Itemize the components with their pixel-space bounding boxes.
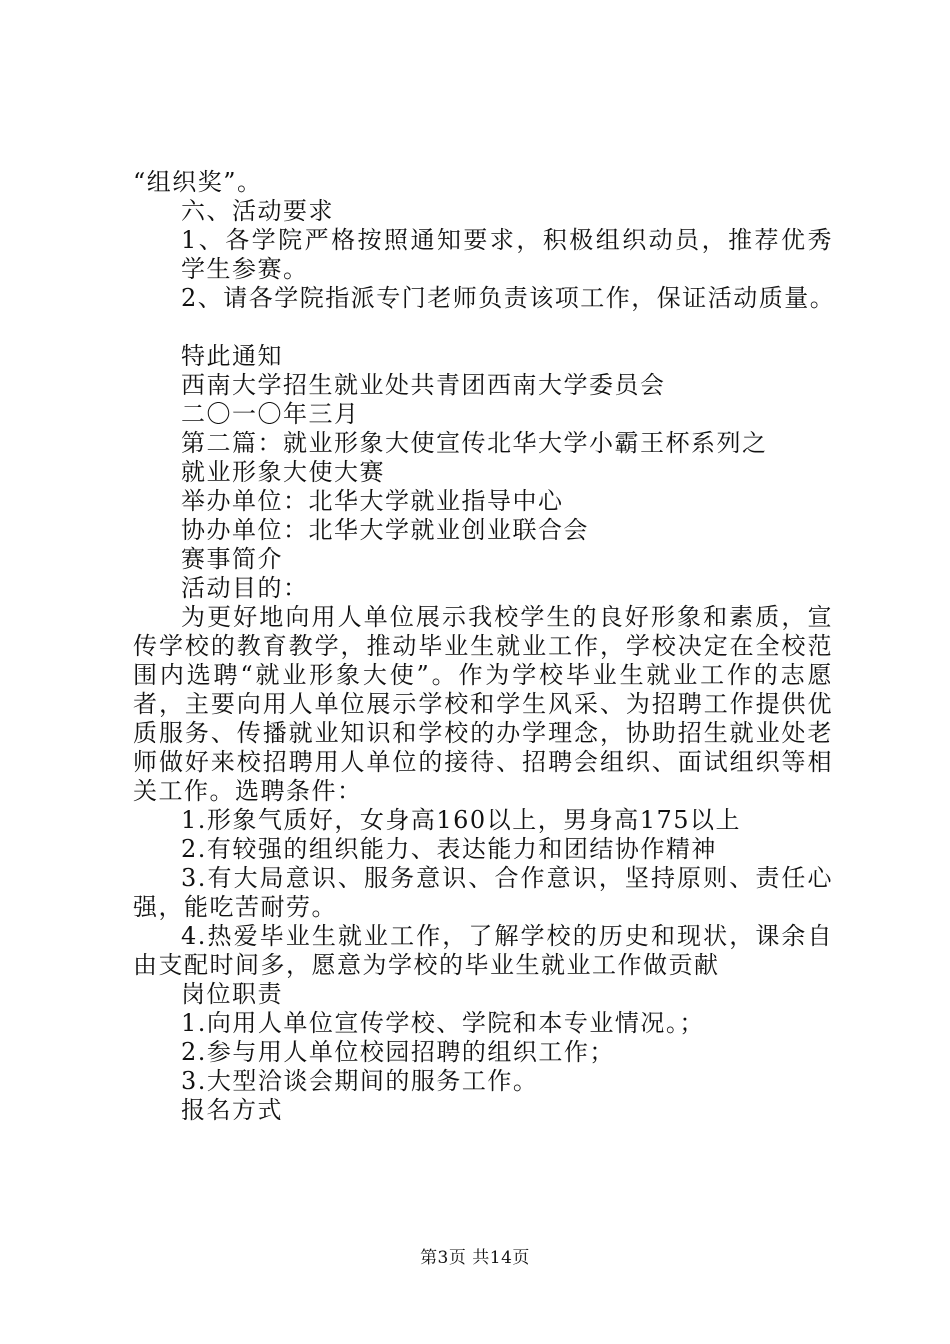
list-item: 3.大型洽谈会期间的服务工作。 <box>181 1067 539 1095</box>
section-heading: 赛事简介 <box>181 545 283 573</box>
list-item: 2.有较强的组织能力、表达能力和团结协作精神 <box>181 835 717 863</box>
list-item: 1.形象气质好，女身高160以上，男身高175以上 <box>181 806 742 834</box>
document-body <box>133 168 836 1125</box>
list-item: 3.有大局意识、服务意识、合作意识，坚持原则、责任心强，能吃苦耐劳。 <box>133 864 833 921</box>
signature-date: 二〇一〇年三月 <box>181 400 360 428</box>
signature-org: 西南大学招生就业处共青团西南大学委员会 <box>181 371 666 399</box>
section-heading: 报名方式 <box>181 1096 283 1124</box>
co-organizer: 协办单位：北华大学就业创业联合会 <box>181 516 589 544</box>
section-heading: 岗位职责 <box>181 980 283 1008</box>
section-heading: 六、活动要求 <box>181 197 334 225</box>
paragraph: 1、各学院严格按照通知要求，积极组织动员，推荐优秀学生参赛。 <box>181 226 833 283</box>
text-line: 特此通知 <box>181 342 283 370</box>
article-subtitle: 就业形象大使大赛 <box>181 458 385 486</box>
blank-line <box>133 313 833 342</box>
list-item: 4.热爱毕业生就业工作，了解学校的历史和现状，课余自由支配时间多，愿意为学校的毕业生就业工作做贡献 <box>133 922 833 979</box>
text-line: “组织奖”。 <box>133 168 263 196</box>
list-item: 2.参与用人单位校园招聘的组织工作； <box>181 1038 615 1066</box>
paragraph: 为更好地向用人单位展示我校学生的良好形象和素质，宣传学校的教育教学，推动毕业生就业工作，学校决定在全校范围内选聘“就业形象大使”。作为学校毕业生就业工作的志愿者，主要向用人单位展示学校和学生风采、为招聘工作提供优质服务、传播就业知识和学校的办学理念，协助招生就业处老师做好来校招聘用人单位的接待、招聘会组织、面试组织等相关工作。选聘条件： <box>133 603 833 805</box>
organizer: 举办单位：北华大学就业指导中心 <box>181 487 564 515</box>
list-item: 1.向用人单位宣传学校、学院和本专业情况。； <box>181 1009 705 1037</box>
section-heading: 活动目的： <box>181 574 309 602</box>
paragraph: 2、请各学院指派专门老师负责该项工作，保证活动质量。 <box>181 284 836 312</box>
page-footer: 第3页 共14页 <box>420 1248 530 1268</box>
article-title: 第二篇：就业形象大使宣传北华大学小霸王杯系列之 <box>181 429 768 457</box>
